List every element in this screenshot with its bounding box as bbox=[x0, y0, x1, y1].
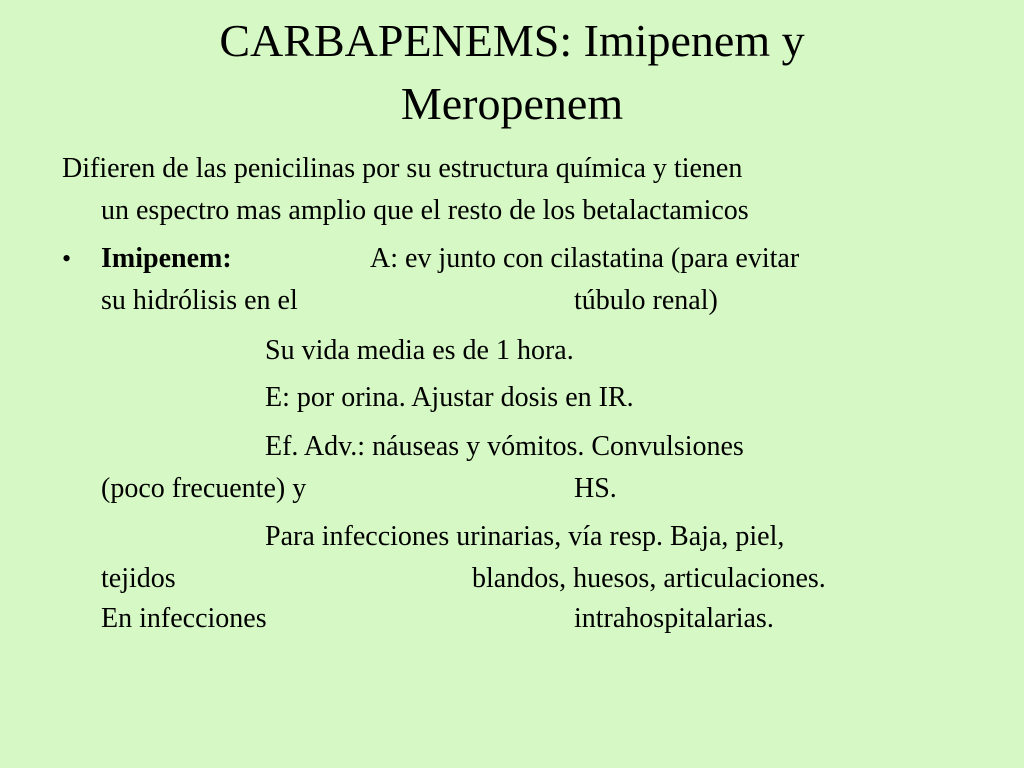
bullet-marker: • bbox=[62, 244, 72, 273]
excretion-text: E: por orina. Ajustar dosis en IR. bbox=[265, 382, 634, 413]
adverse-effects-text: Ef. Adv.: náuseas y vómitos. Convulsiones bbox=[265, 431, 744, 462]
administration-text-cont: su hidrólisis en el bbox=[101, 285, 298, 316]
administration-text-end: túbulo renal) bbox=[574, 285, 718, 316]
indications-text: Para infecciones urinarias, vía resp. Baja, piel, bbox=[265, 521, 785, 552]
adverse-effects-text-cont: (poco frecuente) y bbox=[101, 473, 307, 504]
adverse-effects-text-end: HS. bbox=[574, 473, 617, 504]
indications-text-end: intrahospitalarias. bbox=[574, 603, 774, 634]
slide-title-line-1: CARBAPENEMS: Imipenem y bbox=[219, 15, 805, 66]
slide-title-line-2: Meropenem bbox=[400, 78, 624, 129]
administration-text: A: ev junto con cilastatina (para evitar bbox=[370, 243, 800, 274]
intro-line-1: Difieren de las penicilinas por su estructura química y tienen bbox=[62, 153, 743, 184]
indications-text-cont: tejidos bbox=[101, 563, 176, 594]
intro-line-2: un espectro mas amplio que el resto de los betalactamicos bbox=[101, 195, 749, 226]
indications-text-cont-2: blandos, huesos, articulaciones. bbox=[472, 563, 826, 594]
half-life-text: Su vida media es de 1 hora. bbox=[265, 335, 574, 366]
imipenem-label: Imipenem: bbox=[101, 243, 232, 274]
indications-text-cont-3: En infecciones bbox=[101, 603, 267, 634]
